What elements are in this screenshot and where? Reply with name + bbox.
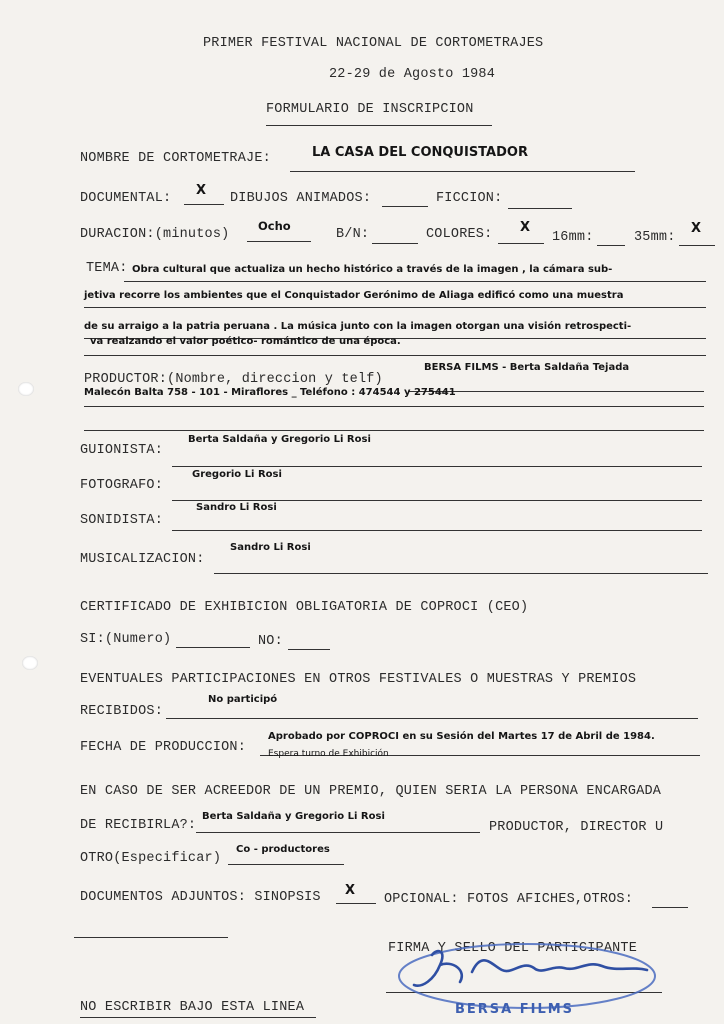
fecha-value-1: Aprobado por COPROCI en su Sesión del Martes 17 de Abril de 1984. (268, 731, 655, 742)
guionista-line (172, 466, 702, 467)
duracion-label: DURACION:(minutos) (80, 227, 230, 242)
nombre-line (290, 171, 635, 172)
tema-line-1: Obra cultural que actualiza un hecho histórico a través de la imagen , la cámara sub- (132, 264, 613, 275)
premio-line (196, 832, 480, 833)
colores-mark: X (520, 220, 531, 235)
sonidista-value: Sandro Li Rosi (196, 502, 277, 513)
sinopsis-mark: X (345, 883, 356, 898)
certificado-label: CERTIFICADO DE EXHIBICION OBLIGATORIA DE COPROCI (CEO) (80, 600, 529, 615)
blank-line (74, 937, 228, 938)
bn-line (372, 243, 418, 244)
recibidos-line (166, 718, 698, 719)
mm16-line (597, 245, 625, 246)
dibujos-line (382, 206, 428, 207)
no-line (288, 649, 330, 650)
footer-note: NO ESCRIBIR BAJO ESTA LINEA (80, 1000, 305, 1015)
mm35-mark: X (691, 221, 702, 236)
recibidos-value: No participó (208, 694, 278, 705)
form-title: FORMULARIO DE INSCRIPCION (266, 102, 474, 117)
dibujos-label: DIBUJOS ANIMADOS: (230, 191, 372, 206)
opcional-label: OPCIONAL: FOTOS AFICHES,OTROS: (384, 892, 634, 907)
productor-director-text: PRODUCTOR, DIRECTOR U (489, 820, 664, 835)
tema-rule-1 (124, 281, 706, 282)
otro-line (228, 864, 344, 865)
guionista-label: GUIONISTA: (80, 443, 164, 458)
ficcion-line (508, 208, 572, 209)
festival-dates: 22-29 de Agosto 1984 (329, 67, 496, 82)
numero-line (176, 647, 250, 648)
stamp-oval (399, 944, 655, 1008)
premio-value: Berta Saldaña y Gregorio Li Rosi (202, 811, 385, 822)
documental-mark: X (196, 183, 207, 198)
mm16-label: 16mm: (552, 230, 594, 245)
nombre-value: LA CASA DEL CONQUISTADOR (312, 145, 528, 160)
fotografo-line (172, 500, 702, 501)
signature-stamp (392, 930, 662, 1010)
productor-label: PRODUCTOR:(Nombre, direccion y telf) (84, 372, 383, 387)
tema-line-4: va realzando el valor poético- romántico de una época. (90, 336, 401, 347)
productor-value: BERSA FILMS - Berta Saldaña Tejada (424, 362, 630, 373)
premio-label: DE RECIBIRLA?: (80, 818, 197, 833)
firma-label: FIRMA Y SELLO DEL PARTICIPANTE (388, 941, 638, 956)
documental-label: DOCUMENTAL: (80, 191, 172, 206)
productor-rule-2 (84, 406, 704, 407)
signature-ink (414, 951, 647, 985)
punch-hole-top (18, 382, 34, 396)
musicalizacion-line (214, 573, 708, 574)
documentos-label: DOCUMENTOS ADJUNTOS: SINOPSIS (80, 890, 321, 905)
documental-line (184, 204, 224, 205)
tema-label: TEMA: (86, 261, 128, 276)
no-label: NO: (258, 634, 283, 649)
fecha-value-2: Espera turno de Exhibición (268, 749, 389, 759)
otro-value: Co - productores (236, 844, 330, 855)
tema-rule-2 (84, 307, 706, 308)
recibidos-label: RECIBIDOS: (80, 704, 164, 719)
duracion-value: Ocho (258, 219, 291, 233)
tema-rule-4 (84, 355, 706, 356)
productor-address: Malecón Balta 758 - 101 - Miraflores _ Teléfono : 474544 y 275441 (84, 387, 456, 398)
ficcion-label: FICCION: (436, 191, 503, 206)
footer-rule (80, 1017, 316, 1018)
punch-hole-bottom (22, 656, 38, 670)
numero-label: SI:(Numero) (80, 632, 172, 647)
tema-line-2: jetiva recorre los ambientes que el Conquistador Gerónimo de Aliaga edificó como una muestra (84, 290, 624, 301)
premio-question: EN CASO DE SER ACREEDOR DE UN PREMIO, QUIEN SERIA LA PERSONA ENCARGADA (80, 784, 662, 799)
opcional-line (652, 907, 688, 908)
eventuales-label: EVENTUALES PARTICIPACIONES EN OTROS FESTIVALES O MUESTRAS Y PREMIOS (80, 672, 637, 687)
mm35-label: 35mm: (634, 230, 676, 245)
fotografo-label: FOTOGRAFO: (80, 478, 164, 493)
colores-label: COLORES: (426, 227, 493, 242)
tema-line-3: de su arraigo a la patria peruana . La música junto con la imagen otorgan una visión retrospecti- (84, 321, 632, 332)
sinopsis-line (336, 903, 376, 904)
colores-line (498, 243, 544, 244)
form-title-underline (266, 125, 492, 126)
guionista-value: Berta Saldaña y Gregorio Li Rosi (188, 434, 371, 445)
sonidista-line (172, 530, 702, 531)
fecha-label: FECHA DE PRODUCCION: (80, 740, 247, 755)
bn-label: B/N: (336, 227, 370, 242)
duracion-line (247, 241, 311, 242)
musicalizacion-value: Sandro Li Rosi (230, 542, 311, 553)
productor-rule-3 (84, 430, 704, 431)
fotografo-value: Gregorio Li Rosi (192, 469, 282, 480)
festival-title: PRIMER FESTIVAL NACIONAL DE CORTOMETRAJES (203, 36, 544, 51)
stamp-text: BERSA FILMS (455, 1002, 575, 1017)
otro-label: OTRO(Especificar) (80, 851, 222, 866)
sonidista-label: SONIDISTA: (80, 513, 164, 528)
musicalizacion-label: MUSICALIZACION: (80, 552, 205, 567)
nombre-label: NOMBRE DE CORTOMETRAJE: (80, 151, 271, 166)
mm35-line (679, 245, 715, 246)
